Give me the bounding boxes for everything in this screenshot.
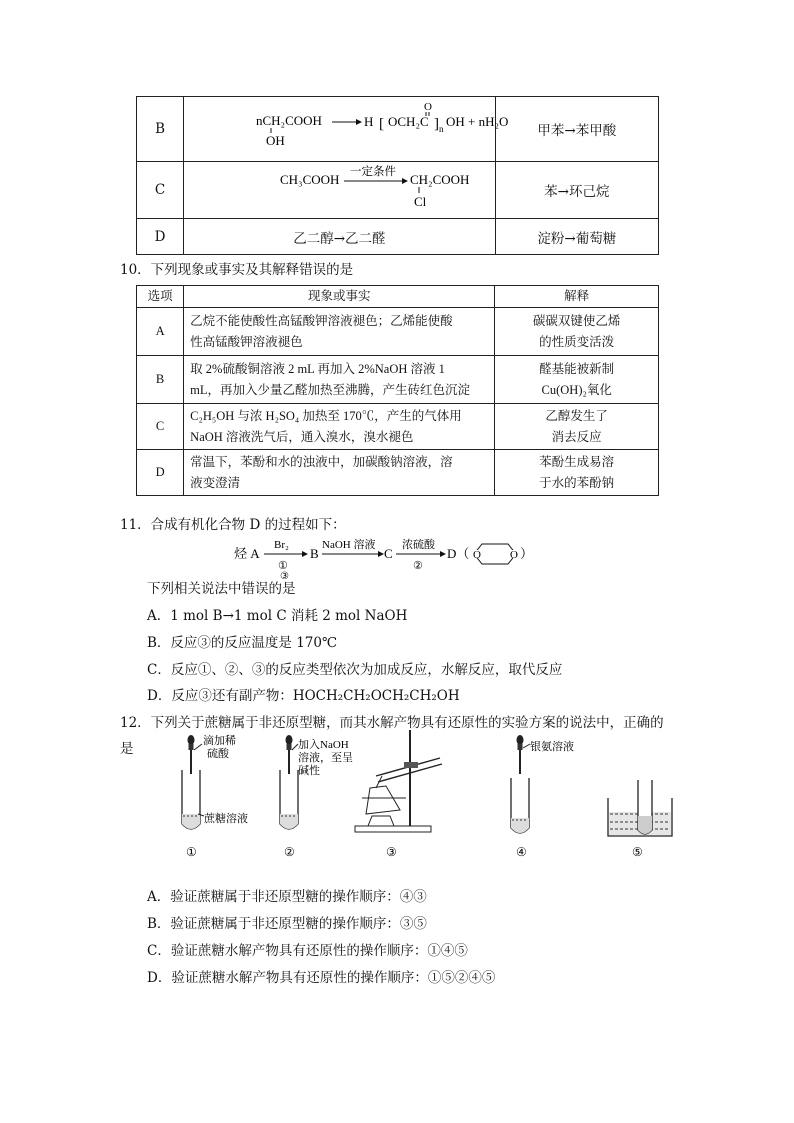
dropper-icon <box>286 735 293 774</box>
figure-label-5: ⑤ <box>632 845 643 859</box>
water-bath-icon <box>608 780 672 836</box>
label-sulfuric: 硫酸 <box>207 748 229 760</box>
dioxane-ring-icon <box>473 544 518 564</box>
row-option: A <box>137 308 184 356</box>
compound-d: D（ <box>447 546 470 561</box>
expl-line: 醛基能被新制 <box>539 361 615 376</box>
header-explanation: 解释 <box>495 286 659 308</box>
product-end-text: OH + nH₂O <box>446 114 509 129</box>
subscript-n: n <box>439 124 444 134</box>
svg-text:O: O <box>510 549 518 561</box>
fact-line: 乙烷不能使酸性高锰酸钾溶液褪色；乙烯能使酸 <box>190 313 453 328</box>
expl-line: 于水的苯酚钠 <box>539 475 615 490</box>
test-tube-icon <box>280 770 298 829</box>
reaction-cell <box>184 162 496 219</box>
table-row <box>137 450 659 496</box>
option-c: C．反应①、②、③的反应类型依次为加成反应，水解反应，取代反应 <box>147 662 563 678</box>
option-d: D．验证蔗糖水解产物具有还原性的操作顺序：①⑤②④⑤ <box>147 970 496 986</box>
row-explanation <box>495 356 659 404</box>
compound-b: B <box>310 546 319 561</box>
bracket-left: [ <box>379 116 385 132</box>
reagent-naoh: NaOH 溶液 <box>322 539 376 551</box>
reactant-text: CH₃COOH <box>280 172 340 187</box>
table-header-row <box>137 286 659 308</box>
figure-label-1: ① <box>186 845 197 859</box>
row-fact <box>184 308 495 356</box>
figure-label-4: ④ <box>516 845 527 859</box>
question-10-stem: 10．下列现象或事实及其解释错误的是 <box>120 262 354 278</box>
polymerization-equation <box>184 97 509 157</box>
expl-line: 乙醇发生了 <box>545 408 608 423</box>
fact-line: NaOH 溶液洗气后，通入溴水，溴水褪色 <box>190 429 414 444</box>
table-row <box>137 162 659 219</box>
row-option: D <box>137 450 184 496</box>
option-a: A．1 mol B→1 mol C 消耗 2 mol NaOH <box>147 608 408 624</box>
table-reactions <box>136 96 659 255</box>
fact-line: 常温下，苯酚和水的浊液中，加碳酸钠溶液，溶 <box>190 454 453 469</box>
label-naoh-1: 加入NaOH <box>298 739 349 751</box>
chlorination-equation <box>184 162 494 214</box>
option-a: A．验证蔗糖属于非还原型糖的操作顺序：④③ <box>147 889 427 905</box>
fact-line: 液变澄清 <box>190 475 241 490</box>
product-text: CH₂COOH <box>410 172 470 187</box>
test-tube-icon <box>511 778 529 833</box>
figure-label-2: ② <box>284 845 295 859</box>
right-cell: 淀粉→葡萄糖 <box>495 219 658 255</box>
figure-label-3: ③ <box>386 845 397 859</box>
label-dilute-acid: 滴加稀 <box>203 735 236 747</box>
expl-line: Cu(OH)₂氧化 <box>541 382 612 397</box>
compound-c: C <box>384 546 393 561</box>
compound-d-end: ） <box>520 546 534 561</box>
step-1-label: ① <box>278 560 288 572</box>
question-11-stem: 11．合成有机化合物 D 的过程如下： <box>120 517 346 533</box>
middle-cell: 乙二醇→乙二醛 <box>184 219 496 255</box>
table-row <box>137 356 659 404</box>
row-fact <box>184 404 495 450</box>
row-label: B <box>137 97 184 162</box>
table-row <box>137 97 659 162</box>
option-d: D．反应③还有副产物：HOCH₂CH₂OCH₂CH₂OH <box>147 688 460 704</box>
table-row <box>137 308 659 356</box>
test-tube-icon <box>182 770 200 829</box>
label-naoh-3: 碱性 <box>298 765 320 777</box>
cl-text: Cl <box>414 194 427 209</box>
reaction-cell <box>184 97 509 162</box>
right-cell: 苯→环己烷 <box>495 162 658 219</box>
expl-line: 碳碳双键使乙烯 <box>532 313 621 328</box>
reagent-h2so4: 浓硫酸 <box>402 539 435 551</box>
table-row <box>137 219 659 255</box>
table-q10 <box>136 285 659 496</box>
reactant-oh-text: OH <box>266 133 285 148</box>
option-b: B．验证蔗糖属于非还原型糖的操作顺序：③⑤ <box>147 916 427 932</box>
fact-line: 取 2%硫酸铜溶液 2 mL 再加入 2%NaOH 溶液 1 <box>190 361 445 376</box>
dropper-icon <box>517 735 524 774</box>
row-explanation <box>495 404 659 450</box>
row-option: C <box>137 404 184 450</box>
option-b: B．反应③的反应温度是 170℃ <box>147 635 338 651</box>
bracket-right: ] <box>434 116 440 132</box>
reagent-br2: Br₂ <box>274 539 289 551</box>
table-row <box>137 404 659 450</box>
row-fact <box>184 450 495 496</box>
synthesis-scheme <box>230 536 550 580</box>
row-label: C <box>137 162 184 219</box>
option-c: C．验证蔗糖水解产物具有还原性的操作顺序：①④⑤ <box>147 943 468 959</box>
row-explanation <box>495 308 659 356</box>
reactant-text: nCH₂COOH <box>256 113 323 128</box>
carbonyl-o-text: O <box>424 101 433 113</box>
fact-line: mL，再加入少量乙醛加热至沸腾，产生砖红色沉淀 <box>190 382 471 397</box>
expl-line: 的性质变活泼 <box>539 334 615 349</box>
svg-text:O: O <box>473 549 481 561</box>
row-label: D <box>137 219 184 255</box>
label-sucrose: 蔗糖溶液 <box>204 813 248 825</box>
product-mid-text: OCH₂C <box>388 114 429 129</box>
expl-line: 消去反应 <box>551 429 602 444</box>
experiment-diagram <box>150 728 690 864</box>
row-explanation <box>495 450 659 496</box>
row-fact <box>184 356 495 404</box>
question-12-stem: 12．下列关于蔗糖属于非还原型糖，而其水解产物具有还原性的实验方案的说法中，正确的 <box>120 715 664 731</box>
compound-a: 烃 A <box>234 546 260 561</box>
expl-line: 苯酚生成易溶 <box>539 454 615 469</box>
question-12-stem-2: 是 <box>120 741 134 757</box>
row-option: B <box>137 356 184 404</box>
fact-line: C₂H₅OH 与浓 H₂SO₄ 加热至 170℃，产生的气体用 <box>190 408 462 423</box>
step-3-label: ③ <box>280 571 289 582</box>
heating-apparatus-icon <box>355 730 442 832</box>
condition-text: 一定条件 <box>350 166 397 178</box>
header-fact: 现象或事实 <box>184 286 495 308</box>
dropper-icon <box>188 735 195 774</box>
label-silver-ammonia: 银氨溶液 <box>530 741 574 753</box>
product-h-text: H <box>364 114 374 129</box>
question-11-sub: 下列相关说法中错误的是 <box>147 581 296 597</box>
right-cell: 甲苯→苯甲酸 <box>495 97 658 162</box>
fact-line: 性高锰酸钾溶液褪色 <box>190 334 303 349</box>
label-naoh-2: 溶液，至呈 <box>298 752 353 764</box>
header-option: 选项 <box>137 286 184 308</box>
step-2-label: ② <box>413 560 423 572</box>
